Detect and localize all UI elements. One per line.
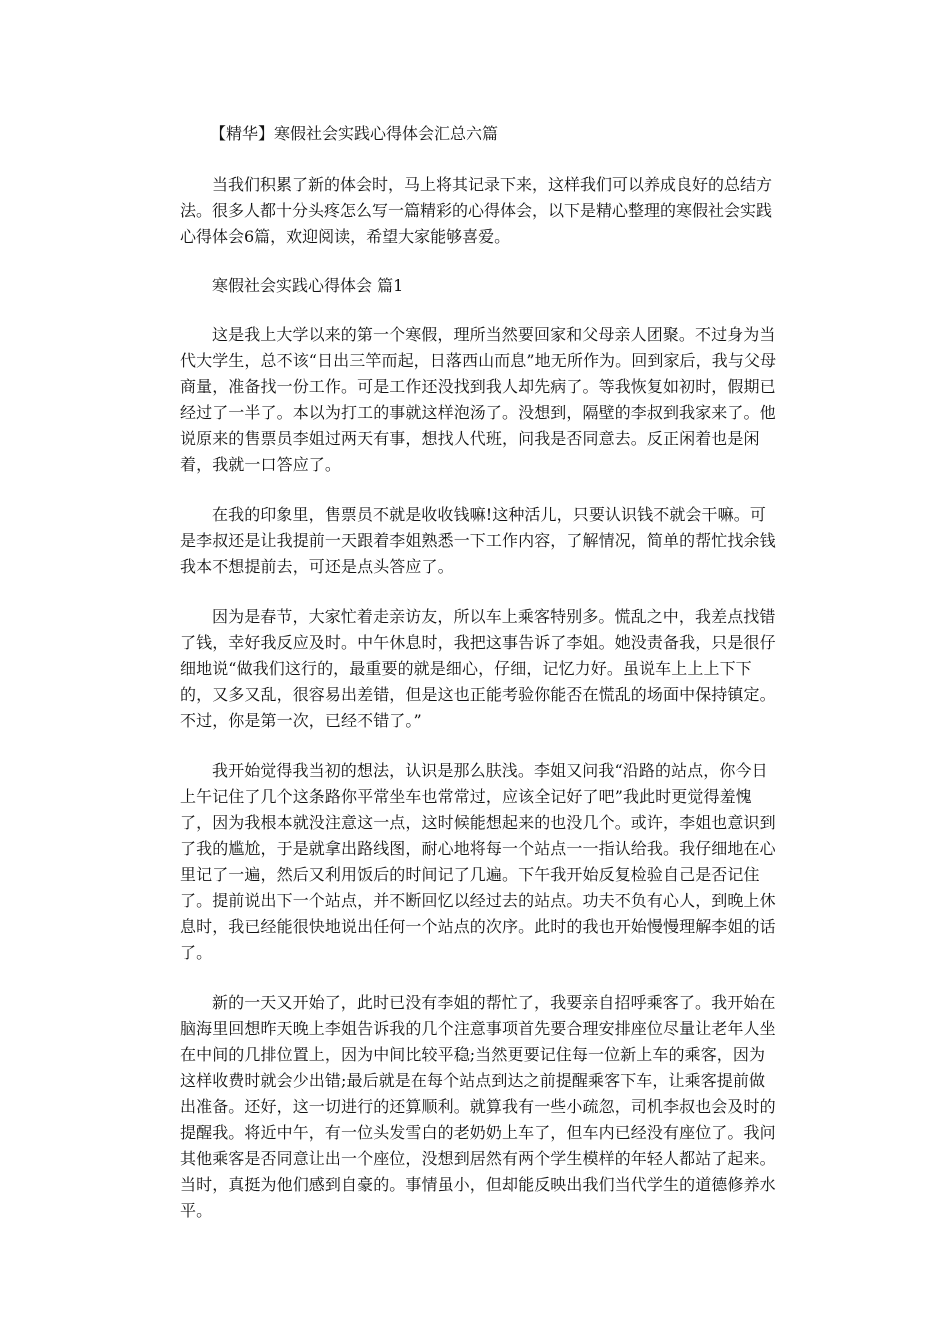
paragraph-3: 因为是春节，大家忙着走亲访友，所以车上乘客特别多。慌乱之中，我差点找错了钱，幸好我反应及时。中午休息时，我把这事告诉了李姐。她没责备我，只是很仔细地说“做我们这行的，最重要的就是细心，仔细，记忆力好。虽说车上上上下下的，又多又乱，很容易出差错，但是这也正能考验你能否在慌乱的场面中保持镇定。不过，你是第一次，已经不错了。” [180, 607, 776, 730]
document-title: 【精华】寒假社会实践心得体会汇总六篇 [210, 124, 499, 143]
section-title: 寒假社会实践心得体会 篇1 [212, 276, 404, 295]
paragraph-4: 我开始觉得我当初的想法，认识是那么肤浅。李姐又问我“沿路的站点，你今日上午记住了几个这条路你平常坐车也常常过，应该全记好了吧”我此时更觉得羞愧了，因为我根本就没注意这一点，这时候能想起来的也没几个。或许，李姐也意识到了我的尴尬，于是就拿出路线图，耐心地将每一个站点一一指认给我。我仔细地在心里记了一遍，然后又利用饭后的时间记了几遍。下午我开始反复检验自己是否记住了。提前说出下一个站点，并不断回忆以经过去的站点。功夫不负有心人，到晚上休息时，我已经能很快地说出任何一个站点的次序。此时的我也开始慢慢理解李姐的话了。 [180, 761, 776, 962]
paragraph-5: 新的一天又开始了，此时已没有李姐的帮忙了，我要亲自招呼乘客了。我开始在脑海里回想昨天晚上李姐告诉我的几个注意事项首先要合理安排座位尽量让老年人坐在中间的几排位置上，因为中间比较平稳;当然更要记住每一位新上车的乘客，因为这样收费时就会少出错;最后就是在每个站点到达之前提醒乘客下车，让乘客提前做出准备。还好，这一切进行的还算顺利。就算我有一些小疏忽，司机李叔也会及时的提醒我。将近中午，有一位头发雪白的老奶奶上车了，但车内已经没有座位了。我问其他乘客是否同意让出一个座位，没想到居然有两个学生模样的年轻人都站了起来。当时，真挺为他们感到自豪的。事情虽小，但却能反映出我们当代学生的道德修养水平。 [180, 993, 776, 1220]
article-body [180, 322, 780, 1248]
paragraph-1: 这是我上大学以来的第一个寒假，理所当然要回家和父母亲人团聚。不过身为当代大学生，总不该“日出三竿而起，日落西山而息”地无所作为。回到家后，我与父母商量，准备找一份工作。可是工作还没找到我人却先病了。等我恢复如初时，假期已经过了一半了。本以为打工的事就这样泡汤了。没想到，隔壁的李叔到我家来了。他说原来的售票员李姐过两天有事，想找人代班，问我是否同意去。反正闲着也是闲着，我就一口答应了。 [180, 325, 777, 474]
intro-text: 当我们积累了新的体会时，马上将其记录下来，这样我们可以养成良好的总结方法。很多人都十分头疼怎么写一篇精彩的心得体会，以下是精心整理的寒假社会实践心得体会6篇，欢迎阅读，希望大家能够喜爱。 [180, 175, 773, 246]
intro-paragraph [180, 172, 780, 250]
paragraph-2: 在我的印象里，售票员不就是收收钱嘛!这种活儿，只要认识钱不就会干嘛。可是李叔还是让我提前一天跟着李姐熟悉一下工作内容，了解情况，简单的帮忙找余钱我本不想提前去，可还是点头答应了。 [180, 505, 776, 576]
